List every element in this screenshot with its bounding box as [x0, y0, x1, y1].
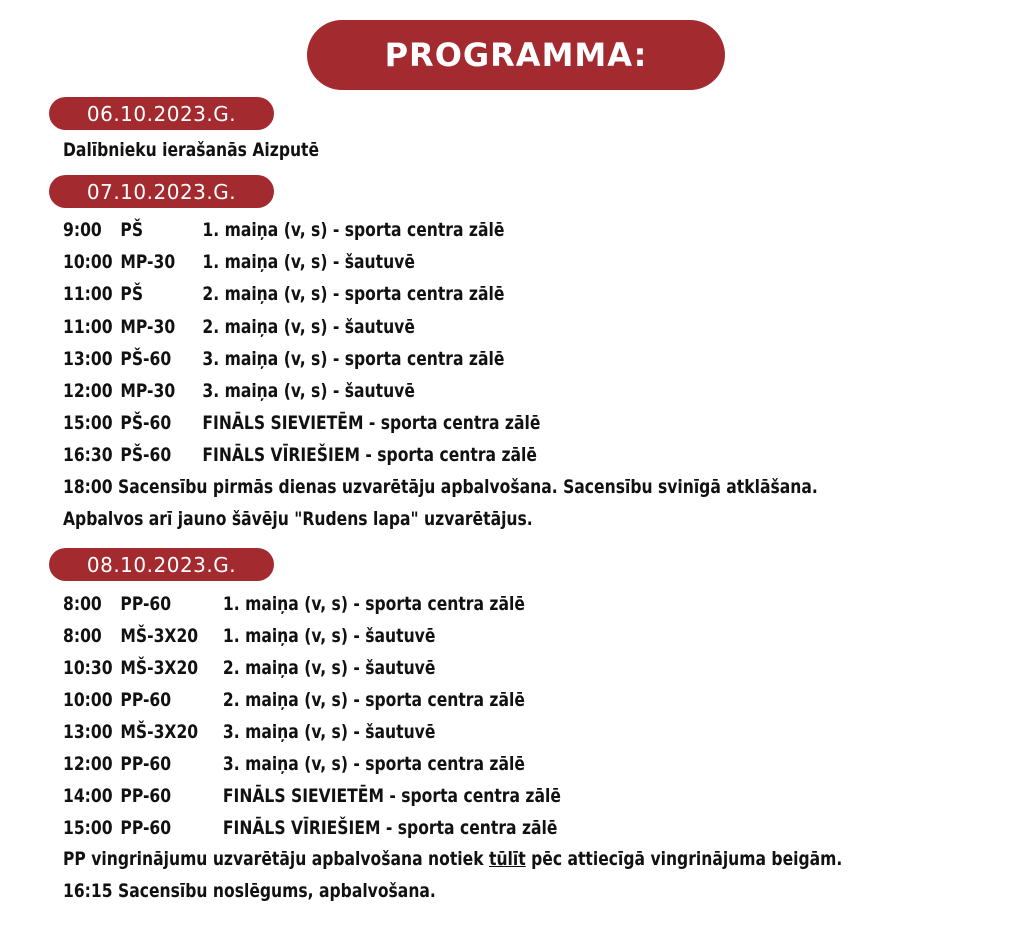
schedule-row [63, 343, 504, 375]
row-time: 14:00 [63, 785, 113, 807]
row-description: 3. maiņa (v, s) - šautuvē [202, 380, 415, 402]
row-time: 15:00 [63, 817, 113, 839]
row-discipline: PŠ-60 [120, 444, 172, 467]
pp-awards-note [63, 843, 842, 875]
pp-note-before: PP vingrinājumu uzvarētāju apbalvošana notiek [63, 848, 490, 870]
date-badge-day3 [49, 548, 274, 581]
row-time: 16:30 [63, 444, 113, 467]
programme-title: PROGRAMMA: [384, 36, 648, 74]
row-description: 3. maiņa (v, s) - sporta centra zālē [222, 753, 525, 775]
row-time: 8:00 [63, 593, 102, 615]
row-discipline: PP-60 [120, 785, 172, 807]
row-discipline: PŠ [120, 219, 144, 241]
row-time: 12:00 [63, 380, 113, 402]
date-badge-day1 [49, 97, 274, 130]
row-description: FINĀLS SIEVIETĒM - sporta centra zālē [222, 785, 561, 807]
schedule-row [63, 588, 525, 620]
pp-note-emphasis: tūlīt [489, 848, 526, 870]
row-time: 9:00 [63, 219, 102, 241]
row-description: FINĀLS VĪRIEŠIEM - sporta centra zālē [202, 444, 537, 467]
row-discipline: MP-30 [120, 380, 176, 402]
row-discipline: PP-60 [120, 689, 172, 711]
row-discipline: MŠ-3X20 [120, 625, 199, 647]
row-discipline: PP-60 [120, 753, 172, 775]
schedule-row [63, 246, 415, 278]
schedule-row [63, 716, 435, 748]
schedule-row [63, 214, 504, 246]
row-description: FINĀLS VĪRIEŠIEM - sporta centra zālē [222, 817, 558, 839]
schedule-row [63, 407, 540, 439]
row-time: 10:30 [63, 657, 113, 679]
row-time: 13:00 [63, 347, 113, 370]
pp-note-after: pēc attiecīgā vingrinājuma beigām. [525, 848, 843, 870]
date-badge-day2 [49, 175, 274, 208]
date-label: 06.10.2023.G. [86, 101, 237, 126]
award-note-line1: 18:00 Sacensību pirmās dienas uzvarētāju apbalvošana. Sacensību svinīgā atklāšana. [63, 476, 818, 498]
schedule-row [63, 812, 557, 844]
row-discipline: MŠ-3X20 [120, 721, 199, 743]
row-description: 2. maiņa (v, s) - šautuvē [222, 657, 436, 679]
arrival-note: Dalībnieku ierašanās Aizputē [63, 139, 320, 161]
schedule-row [63, 684, 525, 716]
schedule-row [63, 278, 504, 310]
row-description: 1. maiņa (v, s) - šautuvē [222, 625, 436, 647]
schedule-row [63, 439, 537, 471]
award-note-line2: Apbalvos arī jauno šāvēju "Rudens lapa" uzvarētājus. [63, 508, 533, 530]
row-discipline: PŠ-60 [120, 412, 172, 435]
row-time: 15:00 [63, 412, 113, 435]
row-description: FINĀLS SIEVIETĒM - sporta centra zālē [202, 412, 541, 435]
row-time: 11:00 [63, 283, 113, 306]
row-time: 8:00 [63, 625, 102, 647]
row-time: 13:00 [63, 721, 113, 743]
row-description: 3. maiņa (v, s) - sporta centra zālē [202, 347, 505, 370]
row-discipline: MŠ-3X20 [120, 657, 199, 679]
row-description: 1. maiņa (v, s) - šautuvē [202, 251, 415, 274]
row-time: 12:00 [63, 753, 113, 775]
schedule-row [63, 652, 435, 684]
row-discipline: PP-60 [120, 593, 172, 615]
date-label: 07.10.2023.G. [86, 179, 237, 204]
row-description: 3. maiņa (v, s) - šautuvē [222, 721, 436, 743]
row-description: 1. maiņa (v, s) - sporta centra zālē [222, 593, 525, 615]
row-discipline: PP-60 [120, 817, 172, 839]
row-description: 2. maiņa (v, s) - sporta centra zālē [222, 689, 525, 711]
date-label: 08.10.2023.G. [86, 552, 237, 577]
closing-note: 16:15 Sacensību noslēgums, apbalvošana. [63, 880, 436, 902]
schedule-row [63, 780, 561, 812]
row-description: 2. maiņa (v, s) - sporta centra zālē [202, 283, 505, 306]
schedule-row [63, 620, 435, 652]
row-discipline: MP-30 [120, 251, 176, 274]
row-discipline: PŠ-60 [120, 347, 172, 370]
schedule-row [63, 311, 415, 343]
row-time: 11:00 [63, 315, 113, 338]
row-time: 10:00 [63, 689, 113, 711]
row-description: 1. maiņa (v, s) - sporta centra zālē [202, 219, 505, 241]
schedule-row [63, 375, 415, 407]
programme-title-banner [307, 20, 725, 90]
row-time: 10:00 [63, 251, 113, 274]
schedule-row [63, 748, 525, 780]
row-discipline: MP-30 [120, 315, 176, 338]
row-discipline: PŠ [120, 283, 144, 306]
row-description: 2. maiņa (v, s) - šautuvē [202, 315, 415, 338]
